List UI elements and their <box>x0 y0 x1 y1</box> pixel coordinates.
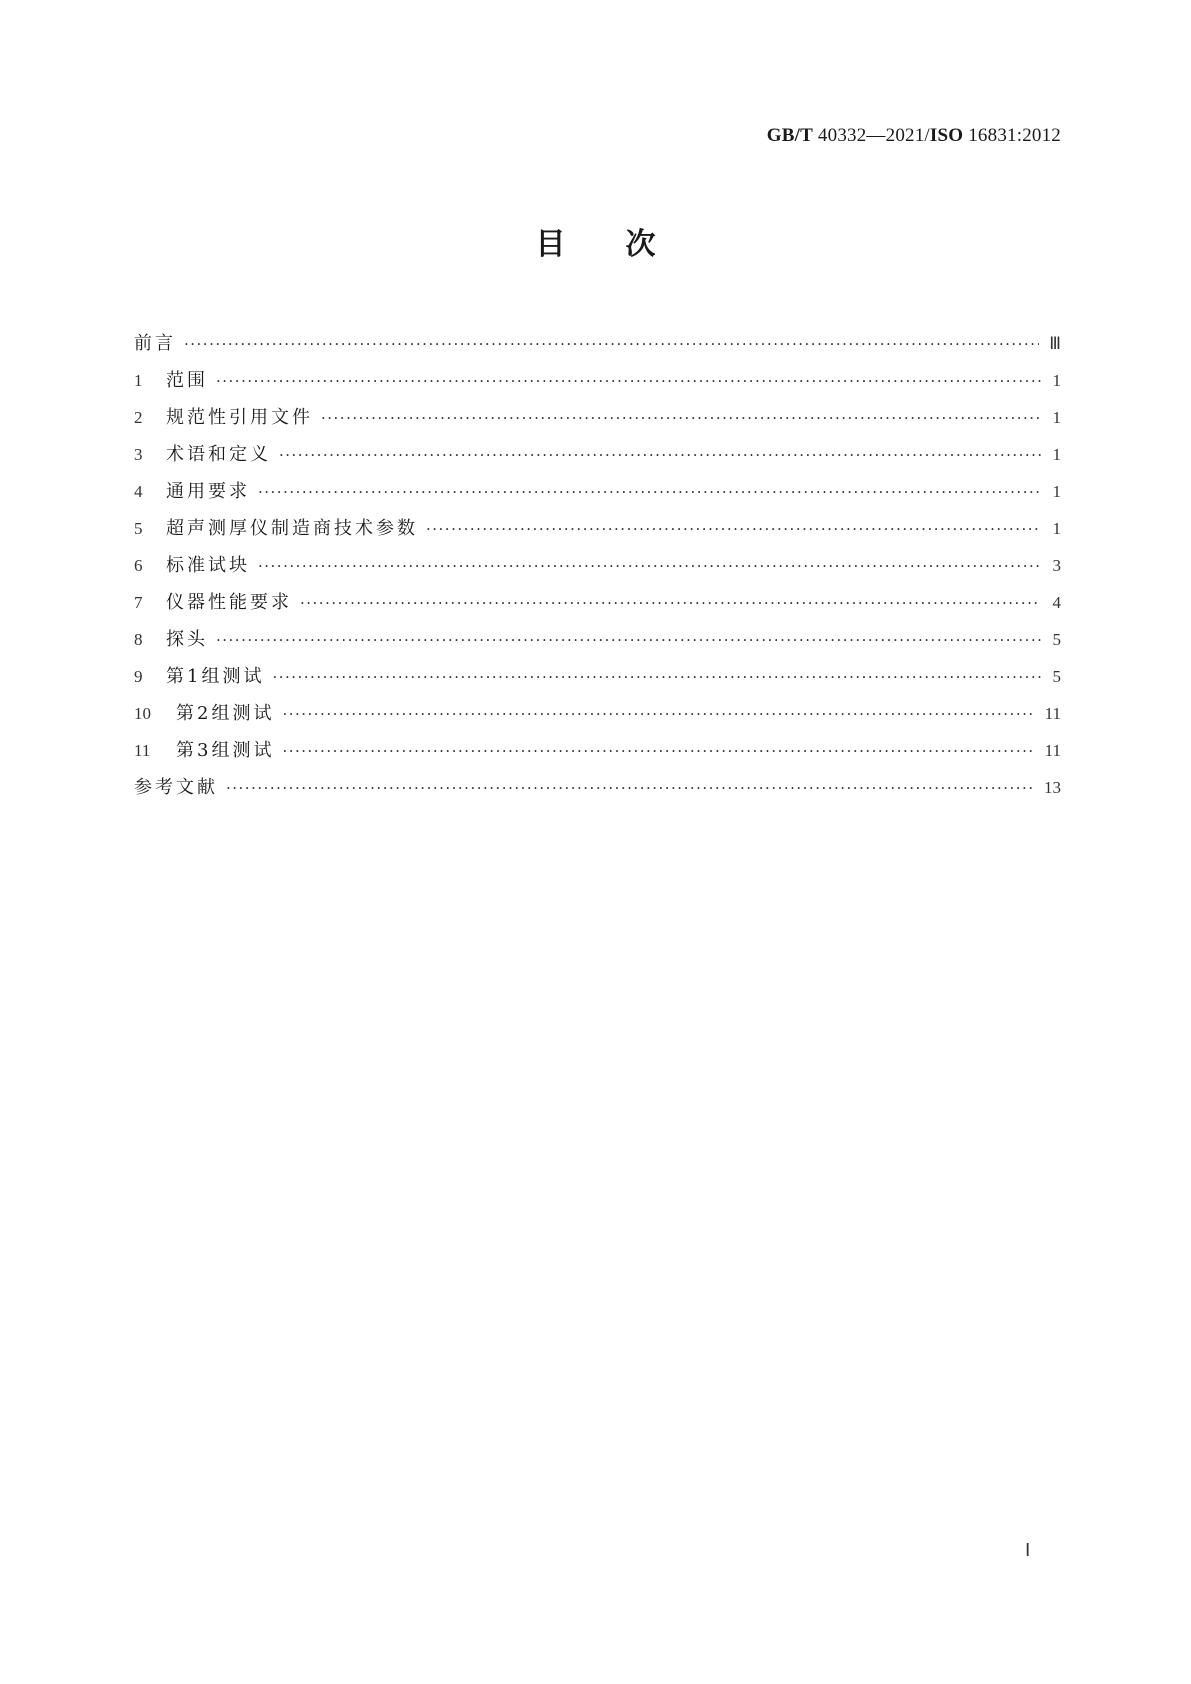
toc-entry-label: 探头 <box>166 629 208 650</box>
toc-entry-page: 1 <box>1052 445 1061 464</box>
standard-code-iso-number: 16831:2012 <box>963 125 1061 146</box>
toc-entry-label: 通用要求 <box>166 481 250 502</box>
toc-dot-leader <box>184 326 1039 363</box>
toc-entry[interactable] <box>134 325 1061 362</box>
toc-entry[interactable] <box>134 547 1061 584</box>
toc-dot-leader <box>321 400 1041 437</box>
toc-entry-label: 第3组测试 <box>176 740 275 761</box>
toc-entry-page: 13 <box>1044 778 1061 797</box>
toc-entry[interactable] <box>134 362 1061 399</box>
toc-entry[interactable] <box>134 658 1061 695</box>
toc-entry-label: 参考文献 <box>134 777 218 798</box>
standard-code-main: 40332—2021/ <box>812 125 930 146</box>
toc-entry-page: 5 <box>1052 667 1061 686</box>
toc-entry[interactable] <box>134 621 1061 658</box>
table-of-contents <box>134 325 1061 806</box>
toc-dot-leader <box>226 770 1034 807</box>
toc-entry[interactable] <box>134 399 1061 436</box>
toc-entry-number: 8 <box>134 630 143 649</box>
toc-dot-leader <box>258 474 1041 511</box>
toc-dot-leader <box>282 733 1034 770</box>
toc-entry-number: 3 <box>134 445 143 464</box>
toc-entry[interactable] <box>134 732 1061 769</box>
toc-dot-leader <box>426 511 1041 548</box>
standard-code <box>767 125 1061 147</box>
toc-entry-label: 第1组测试 <box>166 666 265 687</box>
toc-entry-number: 2 <box>134 408 143 427</box>
toc-entry-number: 9 <box>134 667 143 686</box>
toc-entry-label: 超声测厚仪制造商技术参数 <box>166 518 418 539</box>
toc-entry-page: 1 <box>1052 519 1061 538</box>
toc-entry-page: 11 <box>1044 704 1061 723</box>
toc-entry-number: 4 <box>134 482 143 501</box>
toc-entry-label: 范围 <box>166 370 208 391</box>
toc-entry-label: 标准试块 <box>166 555 250 576</box>
toc-dot-leader <box>272 659 1041 696</box>
toc-entry-page: Ⅲ <box>1049 334 1061 353</box>
page-number: Ⅰ <box>1025 1540 1031 1560</box>
toc-entry-page: 1 <box>1052 371 1061 390</box>
toc-entry-page: 5 <box>1052 630 1061 649</box>
toc-entry-label: 前言 <box>134 333 176 354</box>
toc-entry-label: 规范性引用文件 <box>166 407 313 428</box>
standard-code-iso: ISO <box>929 125 964 146</box>
toc-entry-number: 6 <box>134 556 143 575</box>
toc-entry-number: 11 <box>134 741 151 760</box>
toc-entry-label: 第2组测试 <box>176 703 275 724</box>
toc-entry-page: 11 <box>1044 741 1061 760</box>
toc-entry[interactable] <box>134 769 1061 806</box>
toc-entry-label: 仪器性能要求 <box>166 592 292 613</box>
toc-entry-page: 4 <box>1052 593 1061 612</box>
toc-entry-page: 1 <box>1052 482 1061 501</box>
toc-dot-leader <box>282 696 1034 733</box>
standard-code-prefix: GB/T <box>766 125 813 146</box>
page-title: 目次 <box>535 227 716 262</box>
toc-entry-label: 术语和定义 <box>166 444 271 465</box>
toc-entry-number: 5 <box>134 519 143 538</box>
toc-entry[interactable] <box>134 436 1061 473</box>
toc-entry[interactable] <box>134 473 1061 510</box>
toc-dot-leader <box>216 622 1041 659</box>
toc-entry[interactable] <box>134 584 1061 621</box>
toc-entry[interactable] <box>134 510 1061 547</box>
toc-entry[interactable] <box>134 695 1061 732</box>
toc-dot-leader <box>216 363 1041 400</box>
toc-entry-number: 7 <box>134 593 143 612</box>
toc-dot-leader <box>258 548 1041 585</box>
toc-dot-leader <box>279 437 1041 474</box>
toc-entry-number: 10 <box>134 704 151 723</box>
toc-entry-number: 1 <box>134 371 143 390</box>
toc-entry-page: 3 <box>1052 556 1061 575</box>
toc-dot-leader <box>300 585 1041 622</box>
toc-entry-page: 1 <box>1052 408 1061 427</box>
